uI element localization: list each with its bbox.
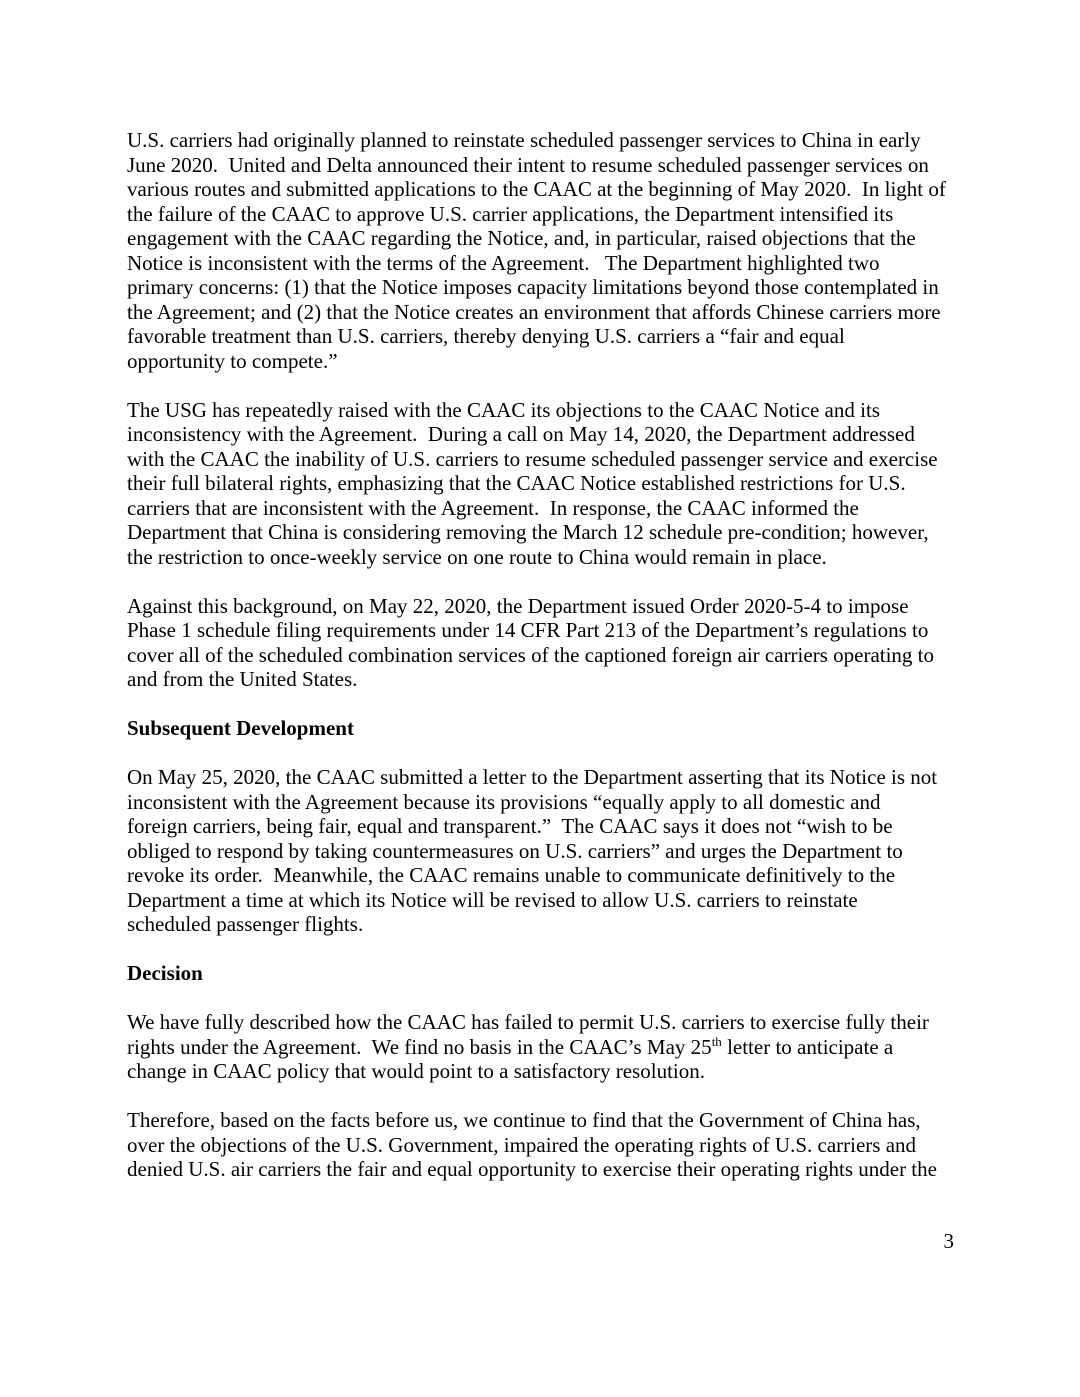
text-line: Therefore, based on the facts before us, we continue to find that the Government of China has, (127, 1108, 921, 1132)
text-segment: rights under the Agreement. We find no basis in the CAAC’s May 25 (127, 1034, 712, 1059)
text-line: favorable treatment than U.S. carriers, thereby denying U.S. carriers a “fair and equal (127, 324, 845, 348)
text-line (127, 1035, 959, 1060)
text-line: inconsistency with the Agreement. During a call on May 14, 2020, the Department addressed (127, 422, 915, 446)
text-line: engagement with the CAAC regarding the Notice, and, in particular, raised objections that the (127, 226, 916, 250)
text-line: U.S. carriers had originally planned to reinstate scheduled passenger services to China in early (127, 128, 921, 152)
text-segment: letter to anticipate a (721, 1034, 894, 1059)
text-line: Department that China is considering removing the March 12 schedule pre-condition; however, (127, 520, 929, 544)
paragraph-decision-findings (127, 1010, 959, 1084)
text-line: with the CAAC the inability of U.S. carriers to resume scheduled passenger service and exercise (127, 446, 938, 471)
text-line: change in CAAC policy that would point to a satisfactory resolution. (127, 1059, 705, 1083)
text-line: their full bilateral rights, emphasizing that the CAAC Notice established restrictions for U.S. (127, 471, 906, 495)
text-line: Notice is inconsistent with the terms of the Agreement. The Department highlighted two (127, 250, 880, 275)
document-body (127, 128, 959, 1206)
heading-decision: Decision (127, 961, 203, 985)
text-line: over the objections of the U.S. Government, impaired the operating rights of U.S. carriers and (127, 1132, 917, 1157)
ordinal-superscript: th (711, 1033, 722, 1049)
text-line: revoke its order. Meanwhile, the CAAC remains unable to communicate definitively to the (127, 863, 896, 887)
text-line: various routes and submitted applications to the CAAC at the beginning of May 2020. In light of (127, 177, 946, 201)
text-line: Phase 1 schedule filing requirements under 14 CFR Part 213 of the Department’s regulations to (127, 618, 929, 642)
paragraph-caac-letter (127, 765, 959, 937)
text-line: foreign carriers, being fair, equal and transparent.” The CAAC says it does not “wish to be (127, 814, 893, 838)
text-line: the Agreement; and (2) that the Notice creates an environment that affords Chinese carriers more (127, 299, 941, 324)
heading-subsequent-development: Subsequent Development (127, 716, 354, 740)
text-line: obliged to respond by taking countermeasures on U.S. carriers” and urges the Department to (127, 838, 903, 863)
text-line: Department a time at which its Notice will be revised to allow U.S. carriers to reinstate (127, 887, 858, 912)
text-line: opportunity to compete.” (127, 348, 338, 373)
text-line: We have fully described how the CAAC has failed to permit U.S. carriers to exercise fully their (127, 1010, 929, 1034)
text-line: Against this background, on May 22, 2020, the Department issued Order 2020-5-4 to impose (127, 593, 909, 618)
paragraph-usg-objections (127, 398, 959, 570)
text-line: scheduled passenger flights. (127, 912, 364, 936)
text-line: the restriction to once-weekly service on one route to China would remain in place. (127, 544, 827, 569)
text-line: cover all of the scheduled combination services of the captioned foreign air carriers operating to (127, 642, 935, 667)
paragraph-us-carriers-plans (127, 128, 959, 373)
text-line: The USG has repeatedly raised with the CAAC its objections to the CAAC Notice and its (127, 397, 880, 422)
paragraph-order-2020-5-4 (127, 594, 959, 692)
text-line: denied U.S. air carriers the fair and equal opportunity to exercise their operating rights under the (127, 1157, 937, 1181)
text-line: primary concerns: (1) that the Notice imposes capacity limitations beyond those contemplated in (127, 275, 939, 299)
text-line: On May 25, 2020, the CAAC submitted a letter to the Department asserting that its Notice is not (127, 765, 938, 789)
text-line: the failure of the CAAC to approve U.S. carrier applications, the Department intensified its (127, 201, 894, 226)
text-line: June 2020. United and Delta announced their intent to resume scheduled passenger services on (127, 152, 929, 177)
page-number: 3 (943, 1229, 954, 1253)
paragraph-therefore-finding (127, 1108, 959, 1182)
text-line: inconsistent with the Agreement because its provisions “equally apply to all domestic and (127, 789, 881, 814)
text-line: and from the United States. (127, 667, 358, 691)
text-line: carriers that are inconsistent with the Agreement. In response, the CAAC informed the (127, 495, 859, 520)
